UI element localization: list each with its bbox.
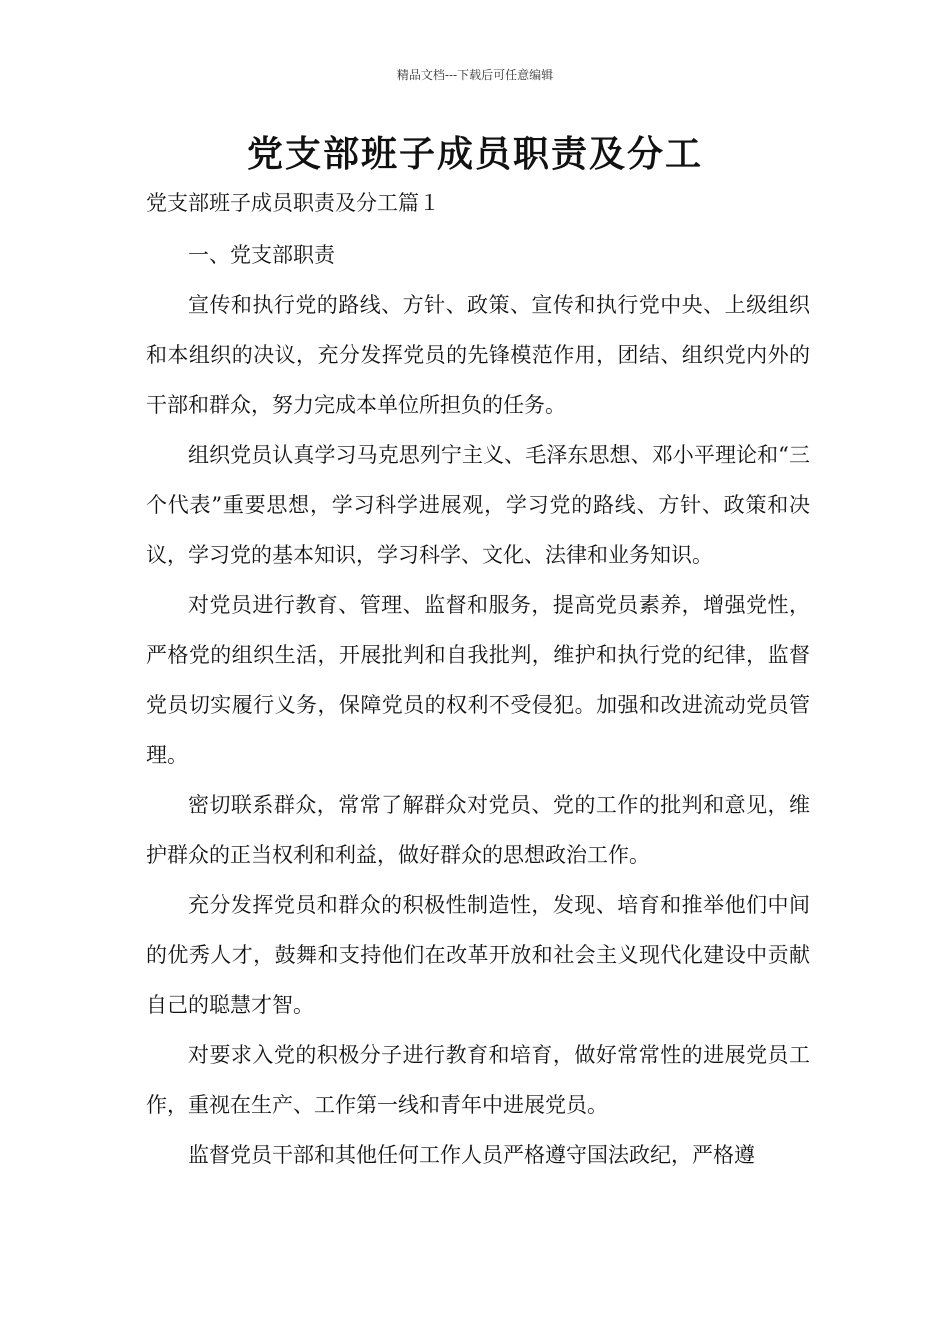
paragraph: 充分发挥党员和群众的积极性制造性，发现、培育和推举他们中间的优秀人才，鼓舞和支持他们在改革开放和社会主义现代化建设中贡献自己的聪慧才智。: [146, 893, 810, 1017]
document-body: [146, 230, 810, 1180]
paragraph: 宣传和执行党的路线、方针、政策、宣传和执行党中央、上级组织和本组织的决议，充分发挥党员的先锋模范作用，团结、组织党内外的干部和群众，努力完成本单位所担负的任务。: [146, 293, 810, 417]
paragraph: 组织党员认真学习马克思列宁主义、毛泽东思想、邓小平理论和“三个代表”重要思想，学习科学进展观，学习党的路线、方针、政策和决议，学习党的基本知识，学习科学、文化、法律和业务知识。: [146, 443, 810, 567]
paragraph: 对要求入党的积极分子进行教育和培育，做好常常性的进展党员工作，重视在生产、工作第一线和青年中进展党员。: [146, 1043, 810, 1117]
document-title: 党支部班子成员职责及分工: [246, 134, 703, 175]
paragraph: 密切联系群众，常常了解群众对党员、党的工作的批判和意见，维护群众的正当权利和利益，做好群众的思想政治工作。: [146, 793, 810, 867]
header-note: 精品文档---下载后可任意编辑: [396, 68, 554, 82]
paragraph: 对党员进行教育、管理、监督和服务，提高党员素养，增强党性，严格党的组织生活，开展批判和自我批判，维护和执行党的纪律，监督党员切实履行义务，保障党员的权利不受侵犯。加强和改进流动党员管理。: [146, 593, 810, 767]
document-subtitle: 党支部班子成员职责及分工篇１: [146, 191, 440, 215]
paragraph: 监督党员干部和其他任何工作人员严格遵守国法政纪，严格遵: [188, 1143, 755, 1167]
section-heading: 一、党支部职责: [188, 243, 335, 267]
